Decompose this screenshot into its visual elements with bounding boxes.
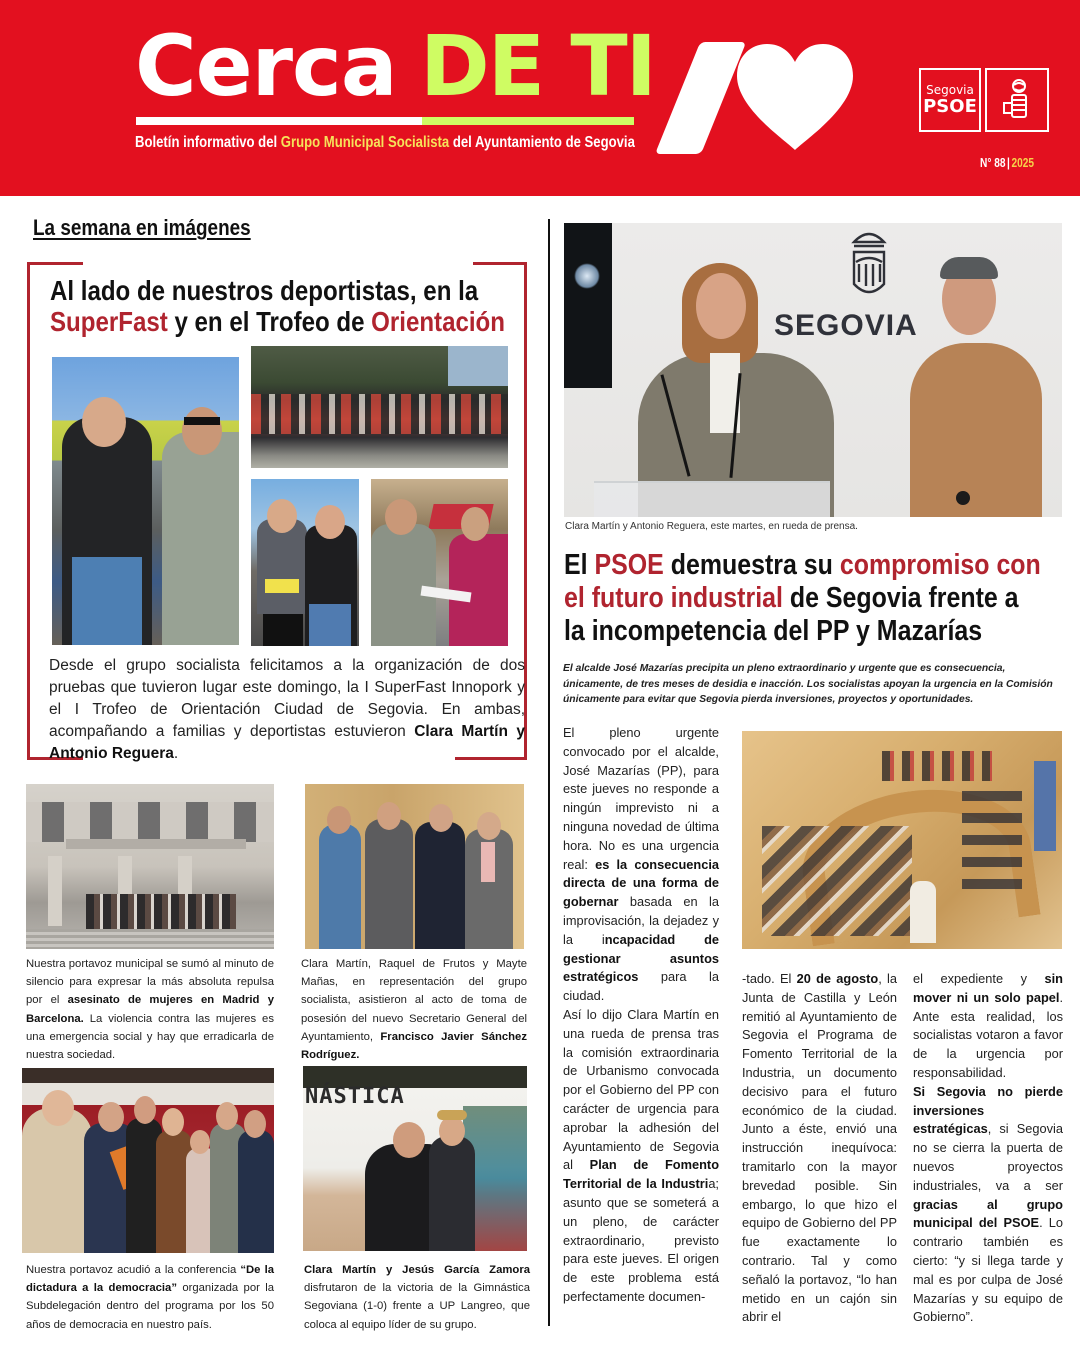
article-column-1 (563, 724, 719, 1307)
article-text: Así lo dijo Clara Martín en una rueda de prensa tras la comisión extraordinaria de Urbanismo convocada por el Gobierno del PP con carácter de urgencia para aprobar la adhesión del Ayuntamiento de Segovia al (563, 1006, 719, 1173)
news-caption-bold: Francisco Javier Sánchez Rodríguez. (301, 1030, 527, 1062)
article-text: basada en la improvisación, la dejadez y la i (563, 894, 719, 947)
article-text: , la Junta de Castilla y León remitió al Ayuntamiento de Segovia el Programa de Fomento Territorial de la Industria, un documento decisivo para el futuro económico de la ciudad. Junto a éste, envió una instrucción inequívoca: tramitarlo con la mayor brevedad posible. Sin embargo, lo que hizo el equipo de Gobierno del PP fue exactamente lo contrario. Tal y como señaló la portavoz, “lo han metido en un cajón sin abrir el (742, 971, 897, 1325)
photo-runners-pair (251, 479, 359, 646)
photo-superfast-conversation (52, 357, 239, 645)
article-text: -tado. El (742, 971, 797, 986)
article-text: . Lo contrario también es cierto: “y si llega tarde y mal es por culpa de José Mazarías y su equipo de Gobierno”. (913, 1215, 1063, 1325)
issue-label: N° 88 (980, 155, 1006, 170)
subtitle-text-end: del Ayuntamiento de Segovia (449, 134, 635, 151)
feature-body-text: Desde el grupo socialista felicitamos a la organización de dos pruebas que tuvieron lugar este domingo, la I SuperFast Innopork y el I Trofeo de Orientación Ciudad de Segovia. En ambas, acompañando a familias y deportistas estuvieron (49, 657, 525, 740)
main-headline (564, 549, 1041, 648)
article-column-3 (913, 970, 1063, 1327)
masthead-subtitle (135, 134, 635, 152)
feature-body (49, 655, 525, 765)
news-caption-text-end: La violencia contra las mujeres es una emergencia social y hay que erradicarla de nuestra sociedad. (26, 1012, 274, 1062)
news-caption-bold: “De la dictadura a la democracia” (26, 1264, 274, 1295)
headline-text: El (564, 549, 595, 581)
article-bold: ncapacidad de gestionar asuntos estratégicos (563, 931, 719, 985)
article-text: para la ciudad. (563, 969, 719, 1004)
feature-headline-orientacion: Orientación (371, 306, 505, 337)
photo-gimnastica-stadium (303, 1066, 527, 1251)
photo-wall-text: NÁSTICA (305, 1084, 405, 1109)
article-text: . Ante esta realidad, los socialistas votaron a favor de la urgencia por responsabilidad. (913, 989, 1063, 1080)
issue-number: N° 88 | 2025 (980, 155, 1035, 170)
headline-highlight: compromiso con (839, 549, 1041, 581)
headline-text: de Segovia frente a (782, 582, 1019, 614)
section-title: La semana en imágenes (33, 215, 251, 240)
news-caption (301, 955, 527, 1064)
headline-text: demuestra su (663, 549, 840, 581)
article-text: a; asunto que se someterá a un pleno, de carácter extraordinario, previsto para este jueves. El origen de este problema está perfectamente documen- (563, 1176, 719, 1304)
article-bold: Si Segovia no pierde inversiones estratégicas (913, 1083, 1063, 1137)
photo-plenary-session (742, 731, 1062, 949)
psoe-logo-text-box (919, 68, 981, 132)
article-bold: es la consecuencia directa de una forma de gobernar (563, 856, 719, 910)
article-bold: 20 de agosto (796, 971, 879, 986)
masthead (0, 0, 1080, 196)
headline-psoe: PSOE (594, 549, 664, 581)
article-text: El pleno urgente convocado por el alcalde, José Mazarías (PP), para este jueves no responde a ningún imprevisto ni a ninguna novedad de última hora. No es una urgencia real: (563, 725, 719, 872)
article-bold: gracias al grupo municipal del PSOE (913, 1196, 1063, 1231)
article-bold: Plan de Fomento Territorial de la Industri (563, 1157, 720, 1192)
masthead-rule-green (422, 117, 634, 125)
feature-headline-line1: Al lado de nuestros deportistas, en la (50, 275, 479, 306)
fist-rose-icon (985, 68, 1049, 132)
feature-headline (50, 275, 505, 337)
logo-party: PSOE (923, 96, 977, 118)
photo-conference-group (22, 1068, 274, 1253)
headline-highlight: el futuro industrial (564, 582, 783, 614)
news-caption-bold: Clara Martín y Jesús García Zamora (304, 1264, 530, 1276)
news-caption-text: Nuestra portavoz acudió a la conferencia (26, 1264, 241, 1276)
segovia-crest-icon (848, 226, 890, 304)
news-caption (304, 1261, 530, 1334)
news-caption (26, 1261, 274, 1334)
article-text: el expediente y (913, 971, 1045, 986)
photo-race-start (251, 346, 508, 468)
news-caption-text-end: disfrutaron de la victoria de la Gimnástica Segoviana (1-0) frente a UP Langreo, que coloca al equipo líder de su grupo. (304, 1282, 530, 1331)
photo-toma-posesion (305, 784, 524, 949)
psoe-logo (919, 68, 1049, 132)
subtitle-text: Boletín informativo del (135, 134, 281, 151)
photo-wall-text: SEGOVIA (774, 309, 918, 342)
feature-body-end: . (173, 745, 179, 762)
article-bold: sin mover ni un solo papel (913, 971, 1063, 1005)
article-column-2 (742, 970, 897, 1327)
feature-body-names: Clara Martín y Antonio Reguera (49, 723, 525, 762)
feature-headline-mid: y en el Trofeo de (167, 306, 372, 337)
masthead-rule-white (136, 117, 422, 125)
photo-subdelegacion-silence (26, 784, 274, 949)
masthead-title-de-ti: DE TI (420, 17, 655, 115)
photo-press-conference (564, 223, 1062, 517)
news-caption-text: Nuestra portavoz municipal se sumó al minuto de silencio para expresar la más absoluta repulsa por el (26, 958, 274, 1007)
article-lede: El alcalde José Mazarías precipita un pleno extraordinario y urgente que es consecuencia, únicamente, de tres meses de desidia e inacción. Los socialistas apoyan la urgencia en la Comisión únicamente para evitar que Segovia pierda inversiones, proyectos y oportunidades. (563, 663, 1053, 706)
headline-text: la incompetencia del PP y Mazarías (564, 615, 983, 647)
news-caption-text-end: organizada por la Subdelegación dentro del programa por los 50 años de democracia en nuestro país. (26, 1282, 274, 1331)
subtitle-highlight: Grupo Municipal Socialista (280, 134, 450, 151)
column-divider (548, 219, 550, 1326)
feature-headline-superfast: SuperFast (50, 306, 168, 337)
logo-city: Segovia (926, 82, 974, 97)
issue-year: 2025 (1011, 155, 1035, 170)
news-caption-text: Clara Martín, Raquel de Frutos y Mayte Mañas, en representación del grupo socialista, asistieron al acto de toma de posesión del nuevo Secretario General del Ayuntamiento, (301, 958, 527, 1043)
photo-orientation-map (371, 479, 508, 646)
article-text: , si Segovia no se cierra la puerta de nuevos proyectos industriales, va a ser (913, 1121, 1063, 1193)
news-caption-bold: asesinato de mujeres en Madrid y Barcelona. (26, 994, 274, 1025)
photo-caption: Clara Martín y Antonio Reguera, este martes, en rueda de prensa. (565, 521, 858, 532)
masthead-title-cerca: Cerca (135, 17, 397, 115)
news-caption (26, 955, 274, 1064)
heart-icon (733, 42, 857, 152)
